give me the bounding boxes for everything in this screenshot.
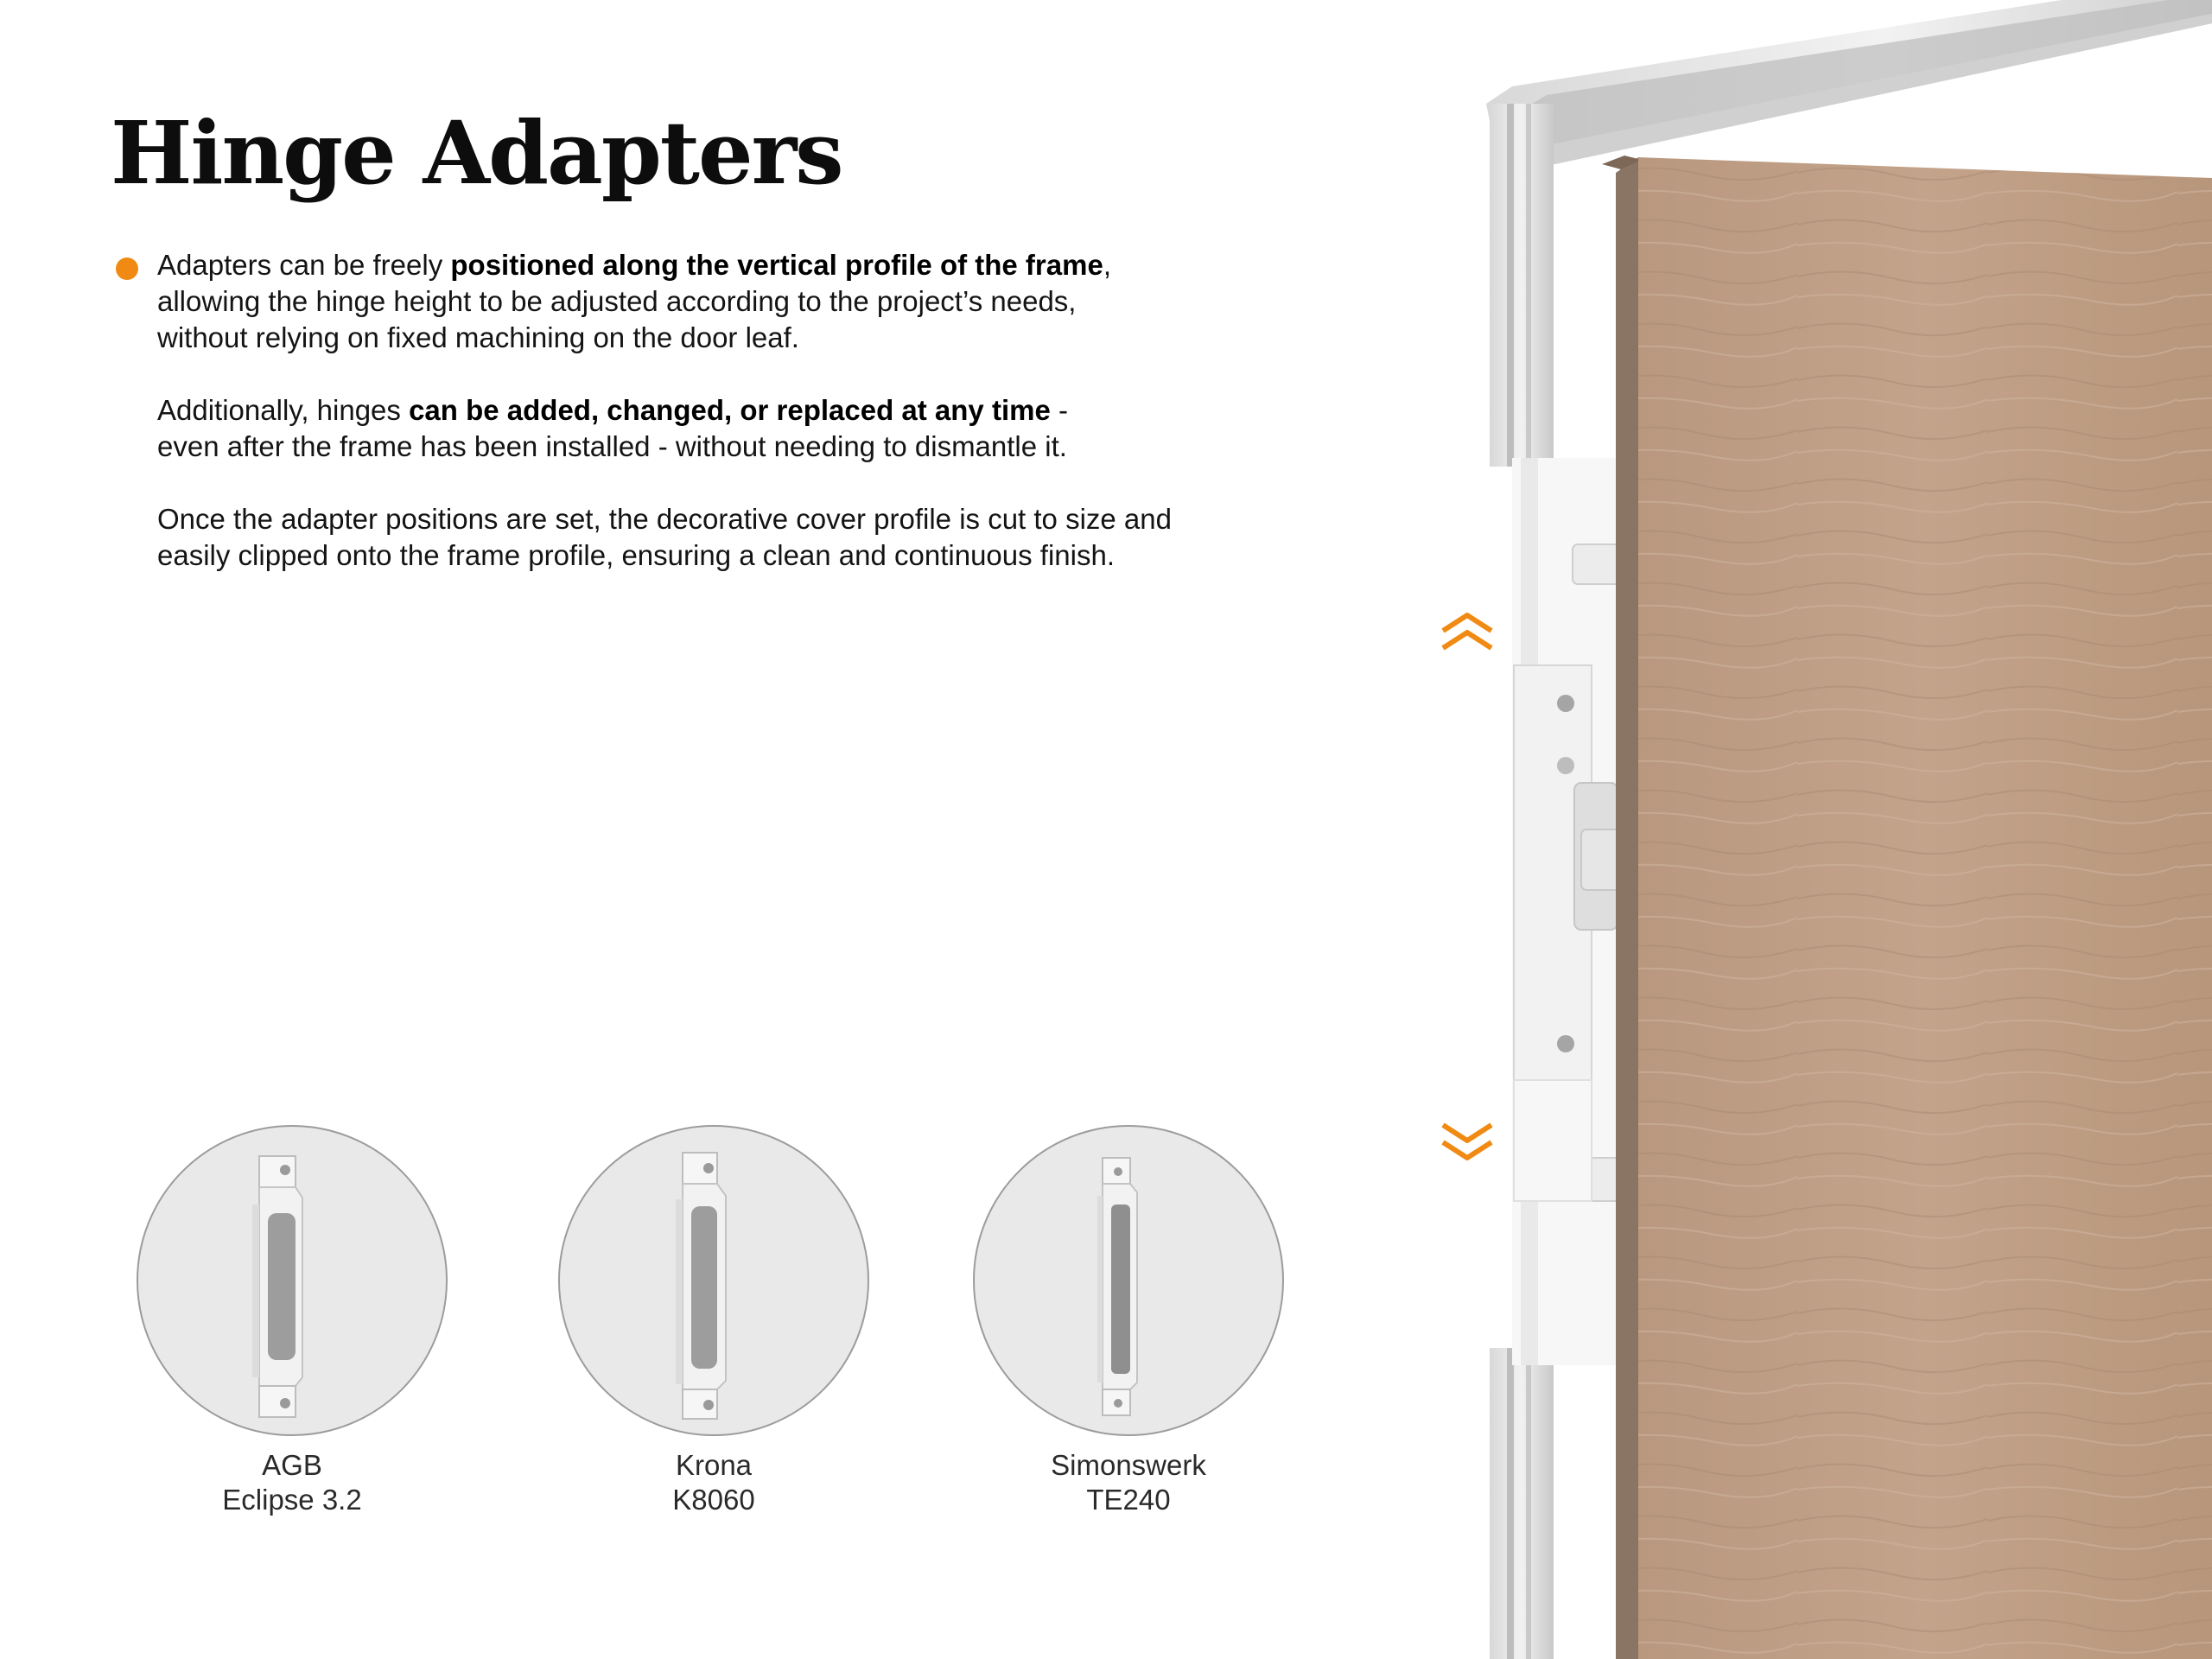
adapter-agb bbox=[137, 1125, 448, 1517]
adapter-agb-model: Eclipse 3.2 bbox=[222, 1484, 362, 1516]
double-chevron-up-icon bbox=[1440, 612, 1495, 652]
page-title: Hinge Adapters bbox=[111, 102, 842, 204]
adapter-simonswerk bbox=[973, 1125, 1284, 1517]
adapter-krona-image bbox=[558, 1125, 869, 1436]
door-frame-illustration bbox=[1417, 0, 2212, 1659]
adapter-krona-model: K8060 bbox=[672, 1484, 755, 1516]
adapter-simonswerk-brand: Simonswerk bbox=[1051, 1449, 1206, 1481]
adapter-krona-brand: Krona bbox=[675, 1449, 753, 1481]
adapter-krona bbox=[558, 1125, 869, 1517]
adapter-simonswerk-image bbox=[973, 1125, 1284, 1436]
orange-bullet-icon bbox=[116, 257, 138, 280]
paragraph-cover-profile: Once the adapter positions are set, the decorative cover profile is cut to size and easily clipped onto the frame profile, ensuring a clean and continuous finish. bbox=[157, 503, 1172, 571]
adapter-agb-image bbox=[137, 1125, 448, 1436]
double-chevron-down-icon bbox=[1440, 1122, 1495, 1161]
paragraph-replacement: Additionally, hinges can be added, changed, or replaced at any time - even after the frame has been installed - without needing to dismantle it. bbox=[157, 394, 1068, 462]
adapter-simonswerk-model: TE240 bbox=[1086, 1484, 1171, 1516]
paragraph-positioning: Adapters can be freely positioned along the vertical profile of the frame, allowing the hinge height to be adjusted according to the project’s needs, without relying on fixed machining on the door leaf. bbox=[157, 249, 1111, 353]
adapter-agb-brand: AGB bbox=[262, 1449, 322, 1481]
description-text bbox=[157, 247, 1281, 610]
